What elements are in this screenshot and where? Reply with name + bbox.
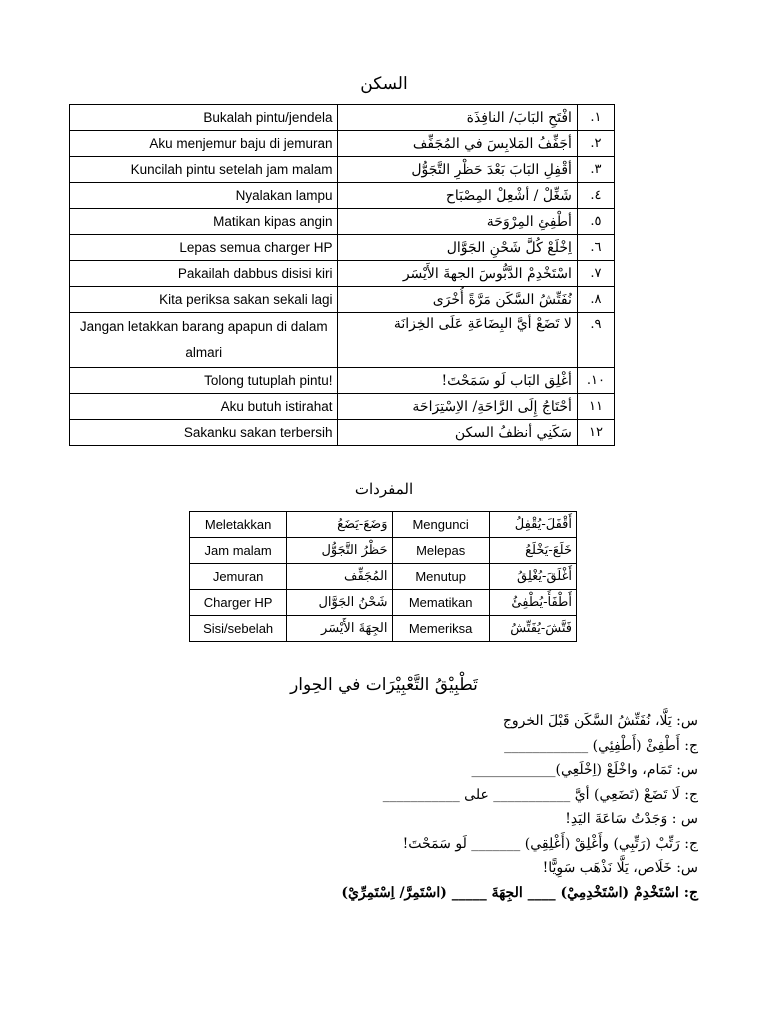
phrase-arabic: سَكَنِي أنظفُ السكن <box>338 420 577 446</box>
phrase-row <box>70 261 615 287</box>
vocabulary-table <box>189 511 577 642</box>
vocab-word-right: حَظْرُ التَّجَوُّل <box>287 538 392 564</box>
phrase-number: .٦ <box>577 235 614 261</box>
vocab-meaning-right: Charger HP <box>190 590 287 616</box>
phrase-indonesian: Sakanku sakan terbersih <box>70 420 338 446</box>
phrase-indonesian: Matikan kipas angin <box>70 209 338 235</box>
phrase-arabic: أطْفِئِ المِرْوَحَة <box>338 209 577 235</box>
vocab-meaning-left: Menutup <box>392 564 489 590</box>
phrase-indonesian: Nyalakan lampu <box>70 183 338 209</box>
vocab-meaning-right: Meletakkan <box>190 512 287 538</box>
phrase-number: .٥ <box>577 209 614 235</box>
phrase-row <box>70 368 615 394</box>
phrase-row <box>70 131 615 157</box>
phrase-row <box>70 157 615 183</box>
phrase-arabic: أحْتَاجُ إِلَى الرَّاحَةِ/ الاِسْتِرَاحَة <box>338 394 577 420</box>
phrase-row <box>70 209 615 235</box>
phrase-row <box>70 420 615 446</box>
vocab-word-left: فَتَّشَ-يُفَتِّشُ <box>489 616 576 642</box>
section-title-dialog-practice: تَطْبِيْقُ التَّعْبِيْرَات في الحِوار <box>290 675 478 695</box>
dialog-line: س: خَلَاص، يَلَّا نَذْهَب سَوِيًّا! <box>542 860 698 876</box>
vocab-word-right: وَضَعَ-يَضَعُ <box>287 512 392 538</box>
vocab-word-left: أَطْفَأَ-يُطْفِئُ <box>489 590 576 616</box>
vocab-word-right: شَحْنُ الجَوَّال <box>287 590 392 616</box>
phrase-indonesian: Tolong tutuplah pintu! <box>70 368 338 394</box>
phrase-arabic: أغْلِق البَاب لَو سَمَحْتَ! <box>338 368 577 394</box>
phrase-indonesian: Kita periksa sakan sekali lagi <box>70 287 338 313</box>
phrases-table <box>69 104 615 446</box>
vocab-row <box>190 538 577 564</box>
phrase-row <box>70 287 615 313</box>
dialog-line: ج: أَطْفِئْ (أَطْفِئِي) ____________ <box>504 737 698 754</box>
dialog-exercise <box>58 713 698 909</box>
vocab-meaning-left: Melepas <box>392 538 489 564</box>
phrase-row <box>70 313 615 368</box>
phrase-number: .٤ <box>577 183 614 209</box>
phrase-number: .٨ <box>577 287 614 313</box>
dialog-line: س: يَلَّا، نُفَتِّشُ السَّكَن قَبْلَ الخروج <box>502 713 698 729</box>
phrase-arabic: اِخْلَعْ كُلَّ شَحْنِ الجَوَّال <box>338 235 577 261</box>
dialog-line: ج: لَا تَضَعْ (تَضَعِي) أيَّ ___________ على ___________ <box>382 786 698 803</box>
dialog-line: س : وَجَدْتُ سَاعَةَ اليَدِ! <box>565 811 698 827</box>
phrase-indonesian: Pakailah dabbus disisi kiri <box>70 261 338 287</box>
vocab-meaning-left: Memeriksa <box>392 616 489 642</box>
phrase-row <box>70 394 615 420</box>
phrase-arabic: افْتَحِ البَابَ/ النافِذَة <box>338 105 577 131</box>
phrase-arabic: أجَفِّفُ المَلابِسَ في المُجَفِّف <box>338 131 577 157</box>
phrase-number: .١٠ <box>577 368 614 394</box>
vocab-meaning-right: Jam malam <box>190 538 287 564</box>
vocab-row <box>190 512 577 538</box>
vocab-row <box>190 590 577 616</box>
phrase-indonesian: Kuncilah pintu setelah jam malam <box>70 157 338 183</box>
phrase-row <box>70 183 615 209</box>
phrase-number: .٢ <box>577 131 614 157</box>
phrase-arabic: لا تَضَعْ أيَّ البِضَاعَةِ عَلَى الخِزانَة <box>338 313 577 368</box>
phrase-indonesian: Aku butuh istirahat <box>70 394 338 420</box>
vocab-word-right: الجِهَةَ الأَيْسَر <box>287 616 392 642</box>
phrase-indonesian: Bukalah pintu/jendela <box>70 105 338 131</box>
phrase-arabic: أقْفِلِ البَابَ بَعْدَ حَظْرِ التَّجَوُّل <box>338 157 577 183</box>
dialog-line: ج: اسْتَخْدِمْ (اسْتَخْدِمِيْ) ____ الجِهَةَ _____ (اسْتَمِرَّ/ اِسْتَمِرِّيْ) <box>341 884 698 901</box>
vocab-meaning-right: Jemuran <box>190 564 287 590</box>
phrase-number: .٩ <box>577 313 614 368</box>
vocab-row <box>190 616 577 642</box>
phrase-arabic: شَغِّلْ / أشْعِلْ المِصْبَاح <box>338 183 577 209</box>
vocab-word-right: المُجَفِّف <box>287 564 392 590</box>
vocab-meaning-right: Sisi/sebelah <box>190 616 287 642</box>
phrase-number: .٣ <box>577 157 614 183</box>
phrase-row <box>70 235 615 261</box>
phrase-indonesian: Lepas semua charger HP <box>70 235 338 261</box>
vocab-word-left: أَقْفَلَ-يُقْفِلُ <box>489 512 576 538</box>
vocab-word-left: خَلَعَ-يَخْلَعُ <box>489 538 576 564</box>
phrase-number: ١١ <box>577 394 614 420</box>
phrase-arabic: نُفَتِّشُ السَّكَن مَرَّةً أُخْرَى <box>338 287 577 313</box>
dialog-line: ج: رَتِّبْ (رَتِّبِي) وأَغْلِقْ (أَغْلِقِي) _______ لَو سَمَحْتَ! <box>402 835 698 852</box>
phrase-number: .١ <box>577 105 614 131</box>
phrase-number: .٧ <box>577 261 614 287</box>
phrase-row <box>70 105 615 131</box>
phrase-number: ١٢ <box>577 420 614 446</box>
vocab-word-left: أَغْلَقَ-يُغْلِقُ <box>489 564 576 590</box>
vocab-meaning-left: Mematikan <box>392 590 489 616</box>
section-title-sakan: السكن <box>360 74 408 94</box>
vocab-row <box>190 564 577 590</box>
phrase-indonesian: Aku menjemur baju di jemuran <box>70 131 338 157</box>
vocab-meaning-left: Mengunci <box>392 512 489 538</box>
section-title-vocabulary: المفردات <box>354 480 414 498</box>
dialog-line: س: تَمَام، واخْلَعْ (اِخْلَعِي)____________ <box>471 762 698 778</box>
phrase-arabic: اسْتَخْدِمْ الدَّبُّوسَ الجهةَ الأَيْسَر <box>338 261 577 287</box>
phrase-indonesian: Jangan letakkan barang apapun di dalam almari <box>70 313 338 368</box>
